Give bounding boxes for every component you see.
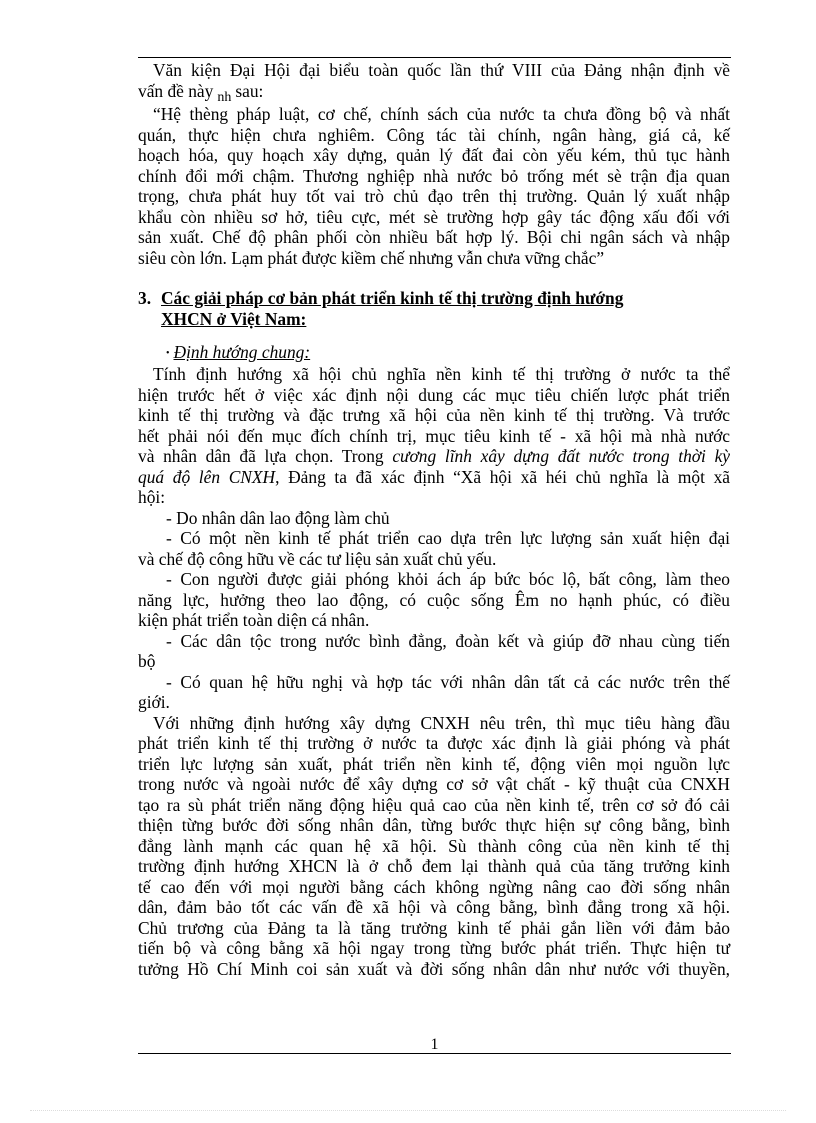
section-heading [138,288,730,309]
list-item: - Có quan hệ hữu nghị và hợp tác với nhân dân tất cả các nước trên thế [166,671,730,692]
quote-line: sản xuất. Chế độ phân phối còn nhiều bất hợp lý. Bội chi ngân sách và nhập [138,227,730,247]
intro-line-2 [138,81,730,105]
quote-line: “Hệ thèng pháp luật, cơ chế, chính sách của nước ta chưa đồng bộ và nhất [153,104,730,124]
para2-line: dân, đảm bảo tốt các vấn đề xã hội và công bằng, bình đẳng trong xã hội. [138,897,730,918]
para1-line: hết phải nói đến mục đích chính trị, mục tiêu kinh tế - xã hội mà nhà nước [138,425,730,446]
list-item-cont: năng lực, hưởng theo lao động, có cuộc sống Êm no hạnh phúc, có điều [138,589,730,610]
section-title-line-1: Các giải pháp cơ bản phát triển kinh tế thị trường định hướng [161,288,624,308]
page-number: 1 [430,1036,439,1053]
bullet-icon: • [166,347,170,359]
list-item: - Do nhân dân lao động làm chủ [166,507,390,528]
list-item-cont: kiện phát triển toàn diện cá nhân. [138,610,370,631]
intro-line-2-text: vấn đề này [138,80,214,101]
para2-line: trường định hướng XHCN là ở chỗ đem lại thành quả của tăng trưởng kinh [138,856,730,877]
section-number: 3. [138,288,152,308]
para2-line: tạo ra sù phát triển năng động hiệu quả cao của nền kinh tế, trên cơ sở đó cải [138,794,730,815]
para2-line: Chủ trương của Đảng ta là tăng trưởng kinh tế phải gắn liền với đảm bảo [138,917,730,938]
intro-line-2-end: sau: [235,80,264,101]
para2-line: trong nước và ngoài nước để xây dựng cơ sở vật chất - kỹ thuật của CNXH [138,774,730,795]
quote-line: siêu còn lớn. Lạm phát được kiềm chế nhưng vẫn chưa vững chắc” [138,247,605,268]
document-body [138,60,730,979]
header-rule [138,57,731,58]
section-title-line-2: XHCN ở Việt Nam: [161,308,307,329]
para1-line: hiện trước hết ở việc xác định nội dung các mục tiêu chiến lược phát triển [138,384,730,405]
list-item: - Con người được giải phóng khỏi ách áp bức bóc lộ, bất công, làm theo [166,569,730,590]
para1-line-5-text: và nhân dân đã lựa chọn. Trong [138,446,384,467]
list-item: - Các dân tộc trong nước bình đẳng, đoàn kết và giúp đỡ nhau cùng tiến [166,630,730,651]
list-item-cont: và chế độ công hữu về các tư liệu sản xuất chủ yếu. [138,548,497,569]
para1-line-5-italic: cương lĩnh xây dựng đất nước trong thời kỳ [392,446,731,467]
para1-line-5 [138,446,730,467]
para2-line: Với những định hướng xây dựng CNXH nêu trên, thì mục tiêu hàng đầu [153,712,730,733]
para2-line: tưởng Hồ Chí Minh coi sản xuất và đời sống nhân dân như nước với thuyền, [138,958,730,979]
para1-line: Tính định hướng xã hội chủ nghĩa nền kinh tế thị trường ở nước ta thể [153,364,730,385]
para2-line: phát triển kinh tế thị trường ở nước ta được xác định là giải phóng và phát [138,733,730,754]
quote-line: quán, thực hiện chưa nghiêm. Công tác tài chính, ngân hàng, giá cả, kế [138,124,730,145]
para1-line-6-italic: quá độ lên CNXH [138,466,276,487]
spacer [138,268,730,288]
quote-line: trọng, chưa phát huy tốt vai trò chủ đạo trên thị trường. Quản lý xuất nhập [138,186,730,206]
section-heading-line-2 [138,309,730,330]
para2-line: thiện từng bước đời sống nhân dân, từng bước thực hiện sự công bằng, bình [138,815,730,836]
quote-line: chính đổi mới chậm. Thương nghiệp nhà nước bỏ trống mét sè trận địa quan [138,165,730,186]
para2-line: tế cao đến với mọi người bằng cách không ngừng nâng cao đời sống nhân [138,876,730,897]
para1-line-7: hội: [138,487,166,508]
para2-line: triển lực lượng sản xuất, phát triển nền kinh tế, động viên mọi nguồn lực [138,753,730,774]
para1-line-6 [138,467,730,488]
page-edge-divider [30,1110,786,1111]
para1-line-6-text: , Đảng ta đã xác định “Xã hội xã héi chủ nghĩa là một xã [275,466,730,487]
orientation-heading [138,342,730,364]
quote-line: khẩu còn nhiều sơ hở, tiêu cực, mét sè trường hợp gây tác động xấu đối với [138,206,730,227]
spacer [138,329,730,342]
para1-line: kinh tế thị trường và đặc trưng xã hội của nền kinh tế thị trường. Và trước [138,405,730,426]
footer-rule [138,1053,731,1054]
intro-line-1: Văn kiện Đại Hội đại biểu toàn quốc lần thứ VIII của Đảng nhận định về [153,60,730,80]
intro-subscript: nh [217,89,232,105]
orientation-heading-text: Định hướng chung: [173,342,311,362]
quote-line: hoạch hóa, quy hoạch xây dựng, quản lý đất đai còn yếu kém, thủ tục hành [138,145,730,165]
para2-line: đẳng lành mạnh các quan hệ xã hội. Sù thành công của nền kinh tế thị [138,835,730,856]
para2-line: tiến bộ và công bằng xã hội ngay trong từng bước phát triển. Thực hiện tư [138,938,730,959]
list-item-cont: bộ [138,651,156,672]
list-item-cont: giới. [138,692,170,713]
list-item: - Có một nền kinh tế phát triển cao dựa trên lực lượng sản xuất hiện đại [166,528,730,549]
